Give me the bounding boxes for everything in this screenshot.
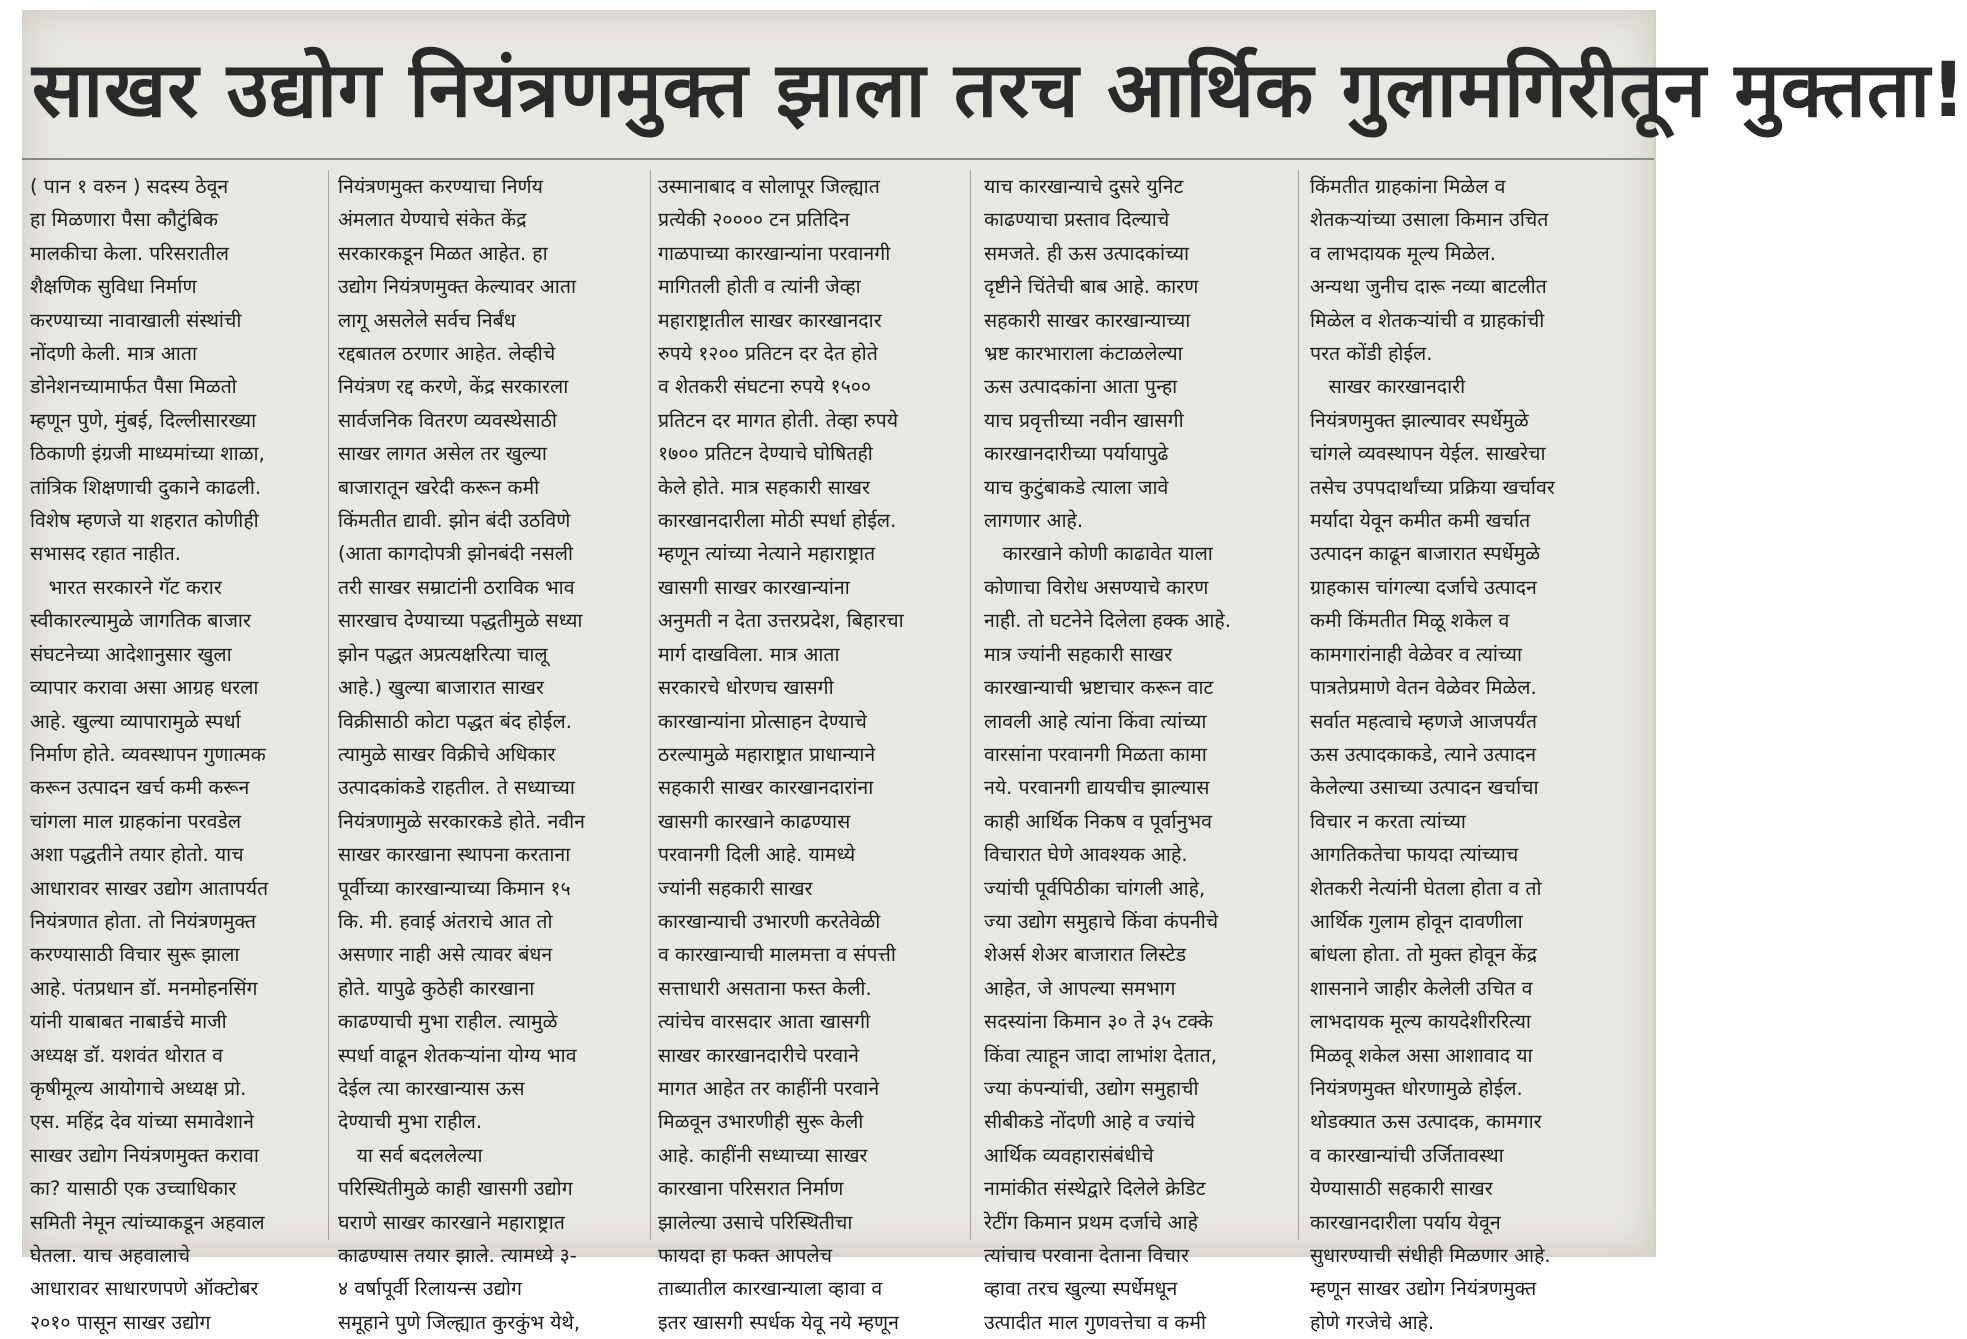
column-separator bbox=[1298, 170, 1299, 1240]
column-separator bbox=[328, 170, 329, 1240]
newspaper-clipping bbox=[22, 10, 1967, 1334]
column-separator bbox=[650, 170, 651, 1240]
headline-rule bbox=[22, 158, 1654, 160]
article-column-1: ( पान १ वरुन ) सदस्य ठेवून हा मिळणारा पैसा कौटुंबिक मालकीचा केला. परिसरातील शैक्षणिक सुविधा निर्माण करण्याच्या नावाखाली संस्थांची नोंदणी केली. मात्र आता डोनेशनच्यामार्फत पैसा मिळतो म्हणून पुणे, मुंबई, दिल्लीसारख्या ठिकाणी इंग्रजी माध्यमांच्या शाळा, तांत्रिक शिक्षणाची दुकाने काढली. विशेष म्हणजे या शहरात कोणीही सभासद रहात नाहीत. भारत सरकारने गॅट करार स्वीकारल्यामुळे जागतिक बाजार संघटनेच्या आदेशानुसार खुला व्यापार करावा असा आग्रह धरला आहे. खुल्या व्यापारामुळे स्पर्धा निर्माण होते. व्यवस्थापन गुणात्मक करून उत्पादन खर्च कमी करून चांगला माल ग्राहकांना परवडेल अशा पद्धतीने तयार होतो. याच आधारावर साखर उद्योग आतापर्यत नियंत्रणात होता. तो नियंत्रणमुक्त करण्यासाठी विचार सुरू झाला आहे. पंतप्रधान डॉ. मनमोहनसिंग यांनी याबाबत नाबार्डचे माजी अध्यक्ष डॉ. यशवंत थोरात व कृषीमूल्य आयोगाचे अध्यक्ष प्रो. एस. महिंद्र देव यांच्या समावेशाने साखर उद्योग नियंत्रणमुक्त करावा का? यासाठी एक उच्चाधिकार समिती नेमून त्यांच्याकडून अहवाल घेतला. याच अहवालाचे आधारावर साधारणपणे ऑक्टोबर २०१० पासून साखर उद्योग bbox=[30, 175, 269, 1334]
article-column-3: उस्मानाबाद व सोलापूर जिल्ह्यात प्रत्येकी २०००० टन प्रतिदिन गाळपाच्या कारखान्यांना परवानगी मागितली होती व त्यांनी जेव्हा महाराष्ट्रातील साखर कारखानदार रुपये १२०० प्रतिटन दर देत होते व शेतकरी संघटना रुपये १५०० प्रतिटन दर मागत होती. तेव्हा रुपये १७०० प्रतिटन देण्याचे घोषितही केले होते. मात्र सहकारी साखर कारखानदारीला मोठी स्पर्धा होईल. म्हणून त्यांच्या नेत्याने महाराष्ट्रात खासगी साखर कारखान्यांना अनुमती न देता उत्तरप्रदेश, बिहारचा मार्ग दाखविला. मात्र आता सरकारचे धोरणच खासगी कारखान्यांना प्रोत्साहन देण्याचे ठरल्यामुळे महाराष्ट्रात प्राधान्याने सहकारी साखर कारखानदारांना खासगी कारखाने काढण्यास परवानगी दिली आहे. यामध्ये ज्यांनी सहकारी साखर कारखान्याची उभारणी करतेवेळी व कारखान्याची मालमत्ता व संपत्ती सत्ताधारी असताना फस्त केली. त्यांचेच वारसदार आता खासगी साखर कारखानदारीचे परवाने मागत आहेत तर काहींनी परवाने मिळवून उभारणीही सुरू केली आहे. काहींनी सध्याच्या साखर कारखाना परिसरात निर्माण झालेल्या उसाचे परिस्थितीचा फायदा हा फक्त आपलेच ताब्यातील कारखान्याला व्हावा व इतर खासगी स्पर्धक येवू नये म्हणून bbox=[658, 175, 904, 1334]
column-separator bbox=[970, 170, 971, 1240]
headline: साखर उद्योग नियंत्रणमुक्त झाला तरच आर्थिक गुलामगिरीतून मुक्तता! bbox=[32, 45, 1967, 134]
article-column-4: याच कारखान्याचे दुसरे युनिट काढण्याचा प्रस्ताव दिल्याचे समजते. ही ऊस उत्पादकांच्या दृष्टीने चिंतेची बाब आहे. कारण सहकारी साखर कारखान्याच्या भ्रष्ट कारभाराला कंटाळलेल्या ऊस उत्पादकांना आता पुन्हा याच प्रवृत्तीच्या नवीन खासगी कारखानदारीच्या पर्यायापुढे याच कुटुंबाकडे त्याला जावे लागणार आहे. कारखाने कोणी काढावेत याला कोणाचा विरोध असण्याचे कारण नाही. तो घटनेने दिलेला हक्क आहे. मात्र ज्यांनी सहकारी साखर कारखान्याची भ्रष्टाचार करून वाट लावली आहे त्यांना किंवा त्यांच्या वारसांना परवानगी मिळता कामा नये. परवानगी द्यायचीच झाल्यास काही आर्थिक निकष व पूर्वानुभव विचारात घेणे आवश्यक आहे. ज्यांची पूर्वपिठीका चांगली आहे, ज्या उद्योग समुहाचे किंवा कंपनीचे शेअर्स शेअर बाजारात लिस्टेड आहेत, जे आपल्या समभाग सदस्यांना किमान ३० ते ३५ टक्के किंवा त्याहून जादा लाभांश देतात, ज्या कंपन्यांची, उद्योग समुहाची सीबीकडे नोंदणी आहे व ज्यांचे आर्थिक व्यवहारासंबंधीचे नामांकीत संस्थेद्वारे दिलेले क्रेडिट रेटींग किमान प्रथम दर्जाचे आहे त्यांचाच परवाना देताना विचार व्हावा तरच खुल्या स्पर्धेमधून उत्पादीत माल गुणवत्तेचा व कमी bbox=[984, 175, 1231, 1334]
article-column-5: किंमतीत ग्राहकांना मिळेल व शेतकऱ्यांच्या उसाला किमान उचित व लाभदायक मूल्य मिळेल. अन्यथा जुनीच दारू नव्या बाटलीत मिळेल व शेतकऱ्यांची व ग्राहकांची परत कोंडी होईल. साखर कारखानदारी नियंत्रणमुक्त झाल्यावर स्पर्धेमुळे चांगले व्यवस्थापन येईल. साखरेचा तसेच उपपदार्थांच्या प्रक्रिया खर्चावर मर्यादा येवून कमीत कमी खर्चात उत्पादन काढून बाजारात स्पर्धेमुळे ग्राहकास चांगल्या दर्जाचे उत्पादन कमी किंमतीत मिळू शकेल व कामगारांनाही वेळेवर व त्यांच्या पात्रतेप्रमाणे वेतन वेळेवर मिळेल. सर्वात महत्वाचे म्हणजे आजपर्यंत ऊस उत्पादकाकडे, त्याने उत्पादन केलेल्या उसाच्या उत्पादन खर्चाचा विचार न करता त्यांच्या आगतिकतेचा फायदा त्यांच्याच शेतकरी नेत्यांनी घेतला होता व तो आर्थिक गुलाम होवून दावणीला बांधला होता. तो मुक्त होवून केंद्र शासनाने जाहीर केलेली उचित व लाभदायक मूल्य कायदेशीररित्या मिळवू शकेल असा आशावाद या नियंत्रणमुक्त धोरणामुळे होईल. थोडक्यात ऊस उत्पादक, कामगार व कारखान्यांची उर्जितावस्था येण्यासाठी सहकारी साखर कारखानदारीला पर्याय येवून सुधारण्याची संधीही मिळणार आहे. म्हणून साखर उद्योग नियंत्रणमुक्त होणे गरजेचे आहे. bbox=[1310, 175, 1555, 1334]
article-column-2: नियंत्रणमुक्त करण्याचा निर्णय अंमलात येण्याचे संकेत केंद्र सरकारकडून मिळत आहेत. हा उद्योग नियंत्रणमुक्त केल्यावर आता लागू असलेले सर्वच निर्बंध रद्दबातल ठरणार आहेत. लेव्हीचे नियंत्रण रद्द करणे, केंद्र सरकारला सार्वजनिक वितरण व्यवस्थेसाठी साखर लागत असेल तर खुल्या बाजारातून खरेदी करून कमी किंमतीत द्यावी. झोन बंदी उठविणे (आता कागदोपत्री झोनबंदी नसली तरी साखर सम्राटांनी ठराविक भाव सारखाच देण्याच्या पद्धतीमुळे सध्या झोन पद्धत अप्रत्यक्षरित्या चालू आहे.) खुल्या बाजारात साखर विक्रीसाठी कोटा पद्धत बंद होईल. त्यामुळे साखर विक्रीचे अधिकार उत्पादकांकडे राहतील. ते सध्याच्या नियंत्रणामुळे सरकारकडे होते. नवीन साखर कारखाना स्थापना करताना पूर्वीच्या कारखान्याच्या किमान १५ कि. मी. हवाई अंतराचे आत तो असणार नाही असे त्यावर बंधन होते. यापुढे कुठेही कारखाना काढण्याची मुभा राहील. त्यामुळे स्पर्धा वाढून शेतकऱ्यांना योग्य भाव देईल त्या कारखान्यास ऊस देण्याची मुभा राहील. या सर्व बदललेल्या परिस्थितीमुळे काही खासगी उद्योग घराणे साखर कारखाने महाराष्ट्रात काढण्यास तयार झाले. त्यामध्ये ३- ४ वर्षापूर्वी रिलायन्स उद्योग समूहाने पुणे जिल्ह्यात कुरकुंभ येथे, bbox=[338, 175, 585, 1334]
